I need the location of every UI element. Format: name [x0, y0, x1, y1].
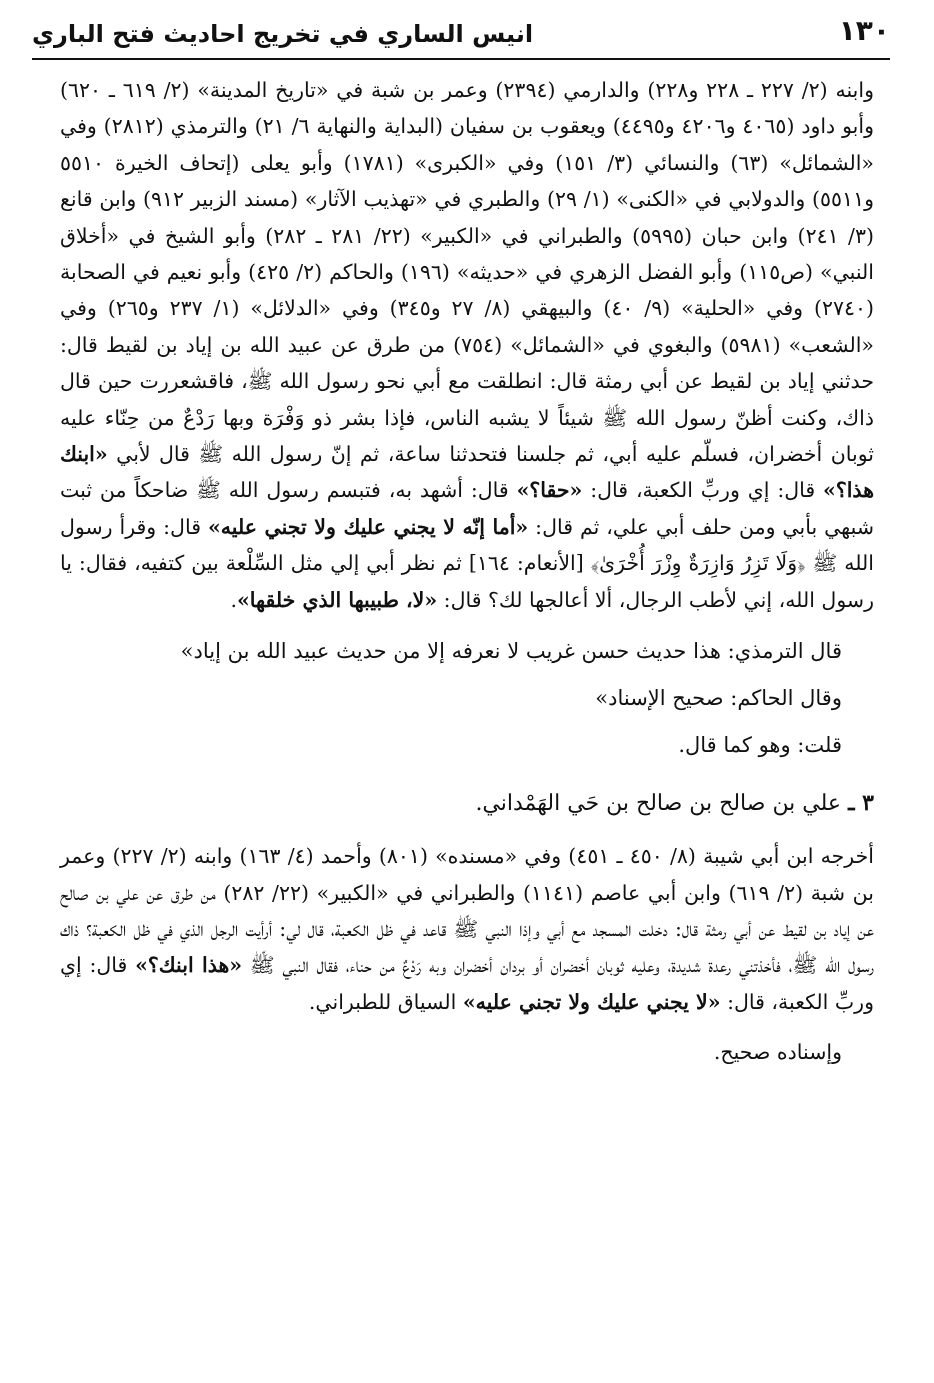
page-header	[32, 14, 890, 60]
takhrij-paragraph-1	[60, 72, 874, 618]
spacer	[60, 618, 874, 628]
text-segment: قال: وقرأ رسول الله ﷺ ﴿وَلَا تَزِرُ وَازِرَةٌ وِزْرَ أُخْرَىٰ﴾ [الأنعام: ١٦٤] ثم نظر أبي إلي مثل السِّلْعة بين كتفيه، فقال: يا رسول الله، إني لأطب الرجال، ألا أعالجها لك؟ قال:	[60, 514, 874, 612]
text-segment: قال: إي وربِّ الكعبة، قال:	[60, 953, 874, 1014]
hadith-quote-bold: «أما إنّه لا يجني عليك ولا تجني عليه»	[207, 514, 529, 539]
isnad-verdict: وإسناده صحيح.	[713, 1040, 842, 1065]
text-segment: وابنه (٢/ ٢٢٧ ـ ٢٢٨ و٢٢٨) والدارمي (٢٣٩٤) وعمر بن شبة في «تاريخ المدينة» (٢/ ٦١٩ ـ ٦٢٠) وأبو داود (٤٠٦٥ و٤٢٠٦ و٤٤٩٥) ويعقوب بن سفيان (البداية والنهاية ٦/ ٢١) والترمذي (٢٨١٢) وفي «الشمائل» (٦٣) والنسائي (٣/ ١٥١) وفي «الكبرى» (١٧٨١) وأبو يعلى (إتحاف الخيرة ٥٥١٠ و٥٥١١) والدولابي في «الكنى» (١/ ٢٩) والطبري في «تهذيب الآثار» (مسند الزبير ٩١٢) وابن قانع (٣/ ٢٤١) وابن حبان (٥٩٩٥) والطبراني في «الكبير» (٢٢/ ٢٨١ ـ ٢٨٢) وأبو الشيخ في «أخلاق النبي» (ص١١٥) وأبو الفضل الزهري في «حديثه» (١٩٦) والحاكم (٢/ ٤٢٥) وأبو نعيم في الصحابة (٢٧٤٠) وفي «الحلية» (٩/ ٤٠) والبيهقي (٨/ ٢٧ و٣٤٥) وفي «الدلائل» (١/ ٢٣٧ و٢٦٥) وفي «الشعب» (٥٩٨١) والبغوي في «الشمائل» (٧٥٤) من طرق عن عبيد الله بن إياد بن لقيط قال: حدثني إياد بن لقيط عن أبي رمثة قال: انطلقت مع أبي نحو رسول الله ﷺ، فاقشعررت حين قال ذاك، وكنت أظنّ رسول الله ﷺ شيئاً لا يشبه الناس، فإذا بشر ذو وَفْرَة وبها رَدْعٌ من حِنّاء عليه ثوبان أخضران، فسلّم عليه أبي، ثم جلسنا فتحدثنا ساعة، ثم إنّ رسول الله ﷺ قال لأبي	[60, 78, 874, 467]
text-segment: قال: إي وربِّ الكعبة، قال:	[582, 478, 824, 503]
takhrij-paragraph-2	[60, 838, 874, 1020]
quote-tirmidhi: قال الترمذي: هذا حديث حسن غريب لا نعرفه إلا من حديث عبيد الله بن إياد»	[180, 639, 842, 664]
page-body	[60, 72, 874, 1071]
item-number: ٣ ـ	[848, 790, 874, 817]
narrator-heading	[60, 783, 874, 824]
hadith-quote-bold: «لا، طبيبها الذي خلقها»	[236, 587, 438, 612]
text-segment: .	[230, 587, 237, 612]
quote-author: قلت: وهو كما قال.	[678, 733, 842, 758]
quote-hakim: وقال الحاكم: صحيح الإسناد»	[595, 686, 842, 711]
text-segment: أخرجه ابن أبي شيبة (٨/ ٤٥٠ ـ ٤٥١) وفي «مسنده» (٨٠١) وأحمد (٤/ ١٦٣) وابنه (٢/ ٢٢٧) وعمر بن شبة (٢/ ٦١٩) وابن أبي عاصم (١١٤١) والطبراني في «الكبير» (٢٢/ ٢٨٢) من طرق عن علي بن صالح عن إياد بن لقيط عن أبي رمثة قال: دخلت المسجد مع أبي وإذا النبي ﷺ قاعد في ظل الكعبة، قال لي: أرأيت الرجل الذي في ظل الكعبة؟ ذاك رسول الله ﷺ، فأخذتني رعدة شديدة، وعليه ثوبان أخضران أو بردان أخضران وبه رَدْعٌ من حناء، فقال النبي ﷺ	[60, 844, 874, 978]
hadith-quote-bold: «حقا؟»	[516, 478, 583, 503]
page-number: ١٣٠	[838, 14, 890, 47]
hadith-quote-bold: «لا يجني عليك ولا تجني عليه»	[462, 989, 721, 1014]
running-title: انيس الساري في تخريج احاديث فتح الباري	[32, 20, 534, 48]
text-segment: السياق للطبراني.	[308, 989, 463, 1014]
narrator-name: علي بن صالح بن صالح بن حَي الهَمْداني.	[475, 791, 842, 817]
text-segment: قال: أشهد به، فتبسم رسول الله ﷺ ضاحكاً من ثبت شبهي بأبي ومن حلف أبي علي، ثم قال:	[60, 478, 874, 539]
hadith-quote-bold: «ابنك هذا؟»	[60, 442, 875, 503]
hadith-quote-bold: «هذا ابنك؟»	[135, 953, 243, 978]
